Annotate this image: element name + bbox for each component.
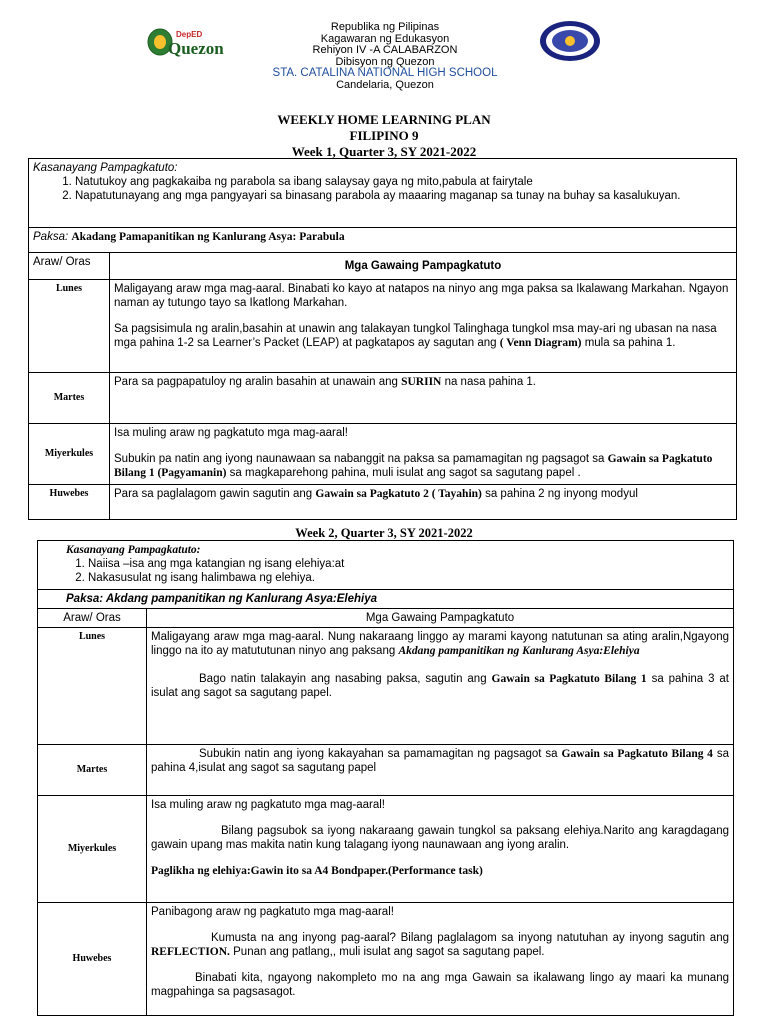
plan-title: WEEKLY HOME LEARNING PLAN [277, 112, 491, 127]
column-day: Araw/ Oras [29, 253, 110, 280]
activity-text: Maligayang araw mga mag-aaral. Nung nakaraang linggo ay marami kayong natutunan sa ating aralin,Ngayong linggo na ito ay matututunan ninyo ang paksang Akdang pampanitikan ng Kanlurang Asya:Elehiya [151, 631, 729, 657]
week1-row-lunes [29, 280, 737, 373]
deped-quezon-logo [146, 26, 232, 58]
school-location: Candelaria, Quezon [336, 78, 434, 91]
week1-column-header [29, 253, 737, 280]
activity-highlight: Paglikha ng elehiya:Gawin ito sa A4 Bondpaper.(Performance task) [151, 865, 483, 877]
competency-list [66, 557, 729, 585]
week1-competency-row [29, 159, 737, 228]
day-label: Lunes [38, 628, 147, 745]
paksa-label: Paksa: [33, 231, 69, 243]
competency-item: 1. Naiisa –isa ang mga katangian ng isang elehiya:at [88, 557, 729, 571]
activity-text: Bilang pagsubok sa iyong nakaraang gawain tungkol sa paksang elehiya.Narito ang karagdagang gawain upang mas makita natin kung talagang iyong naunawaan ang iyong aralin. [151, 825, 729, 851]
day-label: Lunes [29, 280, 110, 373]
letterhead [0, 0, 768, 100]
week1-plan-table [28, 158, 737, 520]
agency-lines [230, 22, 540, 91]
republic-line: Republika ng Pilipinas [330, 21, 440, 33]
week2-row-huwebes [38, 903, 734, 1016]
paksa-title: Akadang Pamapanitikan ng Kanlurang Asya: Parabula [71, 231, 345, 243]
activity-text: Isa muling araw ng pagkatuto mga mag-aaral! [151, 799, 385, 811]
logo-text-main: Quezon [168, 39, 224, 58]
competency-label: Kasanayang Pampagkatuto: [33, 162, 178, 174]
region-line: Rehiyon IV -A CALABARZON [312, 44, 458, 56]
week2-row-miyerkules [38, 796, 734, 903]
competency-item: 1. Natutukoy ang pagkakaiba ng parabola sa ibang salaysay gaya ng mito,pabula at fairytale [75, 175, 732, 189]
activity-highlight: Gawain sa Pagkatuto Bilang 1 (Pagyamanin) [114, 453, 713, 479]
paksa-title: Paksa: Akdang pampanitikan ng Kanlurang Asya:Elehiya [38, 590, 734, 609]
competency-item: 2. Napatutunayang ang mga pangyayari sa binasang parabola ay maaaring maganap sa tunay na buhay sa kasalukuyan. [75, 189, 732, 203]
activity-highlight: Akdang pampanitikan ng Kanlurang Asya:Elehiya [398, 645, 640, 657]
day-label: Martes [38, 745, 147, 796]
week1-row-huwebes [29, 485, 737, 520]
department-line: Kagawaran ng Edukasyon [320, 32, 450, 45]
activity-text: Bago natin talakayin ang nasabing paksa, sagutin ang Gawain sa Pagkatuto Bilang 1 sa pahina 3 at isulat ang sagot sa sagutang papel. [151, 673, 729, 699]
week1-row-martes [29, 373, 737, 424]
competency-list [33, 175, 732, 203]
activity-text: Subukin pa natin ang iyong naunawaan sa nabanggit na paksa sa pamamagitan ng pagsagot sa Gawain sa Pagkatuto Bilang 1 (Pagyamanin) sa magkaparehong pahina, muli isulat ang sagot sa sagutang papel . [114, 453, 713, 479]
week2-column-header [38, 609, 734, 628]
day-label: Huwebes [29, 485, 110, 520]
activity-highlight: REFLECTION. [151, 946, 230, 958]
activity-text: Maligayang araw mga mag-aaral. Binabati ko kayo at natapos na ninyo ang mga paksa sa Ikalawang Markahan. Ngayon naman ay tutungo tayo sa Ikatlong Markahan. [114, 283, 729, 309]
column-day: Araw/ Oras [38, 609, 147, 628]
activity-text: Para sa paglalagom gawin sagutin ang Gawain sa Pagkatuto 2 ( Tayahin) sa pahina 2 ng inyong modyul [110, 485, 737, 520]
week2-row-martes [38, 745, 734, 796]
week2-heading: Week 2, Quarter 3, SY 2021-2022 [295, 526, 473, 540]
column-activity: Mga Gawaing Pampagkatuto [147, 609, 734, 628]
activity-text: Binabati kita, ngayong nakompleto mo na ang mga Gawain sa ikalawang lingo ay maari ka munang magpahinga sa pagsasagot. [151, 972, 729, 998]
activity-highlight: Gawain sa Pagkatuto Bilang 4 [561, 748, 713, 760]
week2-row-lunes [38, 628, 734, 745]
week2-paksa-row [38, 590, 734, 609]
week1-paksa-row [29, 228, 737, 253]
activity-highlight: Gawain sa Pagkatuto Bilang 1 [491, 673, 647, 685]
competency-item: 2. Nakasusulat ng isang halimbawa ng elehiya. [88, 571, 729, 585]
logo-text-top: DepED [176, 30, 203, 39]
column-activity: Mga Gawaing Pampagkatuto [110, 253, 737, 280]
activity-text: Kumusta na ang inyong pag-aaral? Bilang paglalagom sa inyong natutuhan ay inyong sagutin ang REFLECTION. Punan ang patlang,, muli isulat ang sagot sa sagutang papel. [151, 932, 729, 958]
activity-highlight: SURIIN [401, 376, 442, 388]
day-label: Miyerkules [29, 424, 110, 485]
subject-title: FILIPINO 9 [349, 128, 419, 143]
activity-text: Sa pagsisimula ng aralin,basahin at unawin ang talakayan tungkol Talinghaga tungkol msa may-ari ng ubasan na nasa mga pahina 1-2 sa Learner’s Packet (LEAP) at pagkatapos ay sagutan ang ( Venn Diagram) mula sa pahina 1. [114, 323, 717, 349]
activity-highlight: Gawain sa Pagkatuto 2 ( Tayahin) [315, 488, 482, 500]
activity-text: Panibagong araw ng pagkatuto mga mag-aaral! [151, 906, 394, 918]
day-label: Huwebes [38, 903, 147, 1016]
activity-text: Isa muling araw ng pagkatuto mga mag-aaral! [114, 427, 348, 439]
day-label: Miyerkules [38, 796, 147, 903]
activity-highlight: ( Venn Diagram) [499, 337, 582, 349]
activity-text: Subukin natin ang iyong kakayahan sa pamamagitan ng pagsagot sa Gawain sa Pagkatuto Bilang 4 sa pahina 4,isulat ang sagot sa sagutang papel [147, 745, 734, 796]
division-line: Dibisyon ng Quezon [335, 55, 435, 68]
week2-competency-row [38, 541, 734, 590]
activity-text: Para sa pagpapatuloy ng aralin basahin at unawain ang SURIIN na nasa pahina 1. [110, 373, 737, 424]
week2-plan-table [37, 540, 734, 1016]
competency-label: Kasanayang Pampagkatuto: [66, 544, 201, 556]
deped-seal-icon [538, 20, 602, 62]
day-label: Martes [29, 373, 110, 424]
document-title [0, 112, 768, 160]
week1-row-miyerkules [29, 424, 737, 485]
school-name: STA. CATALINA NATIONAL HIGH SCHOOL [272, 67, 498, 79]
week1-heading: Week 1, Quarter 3, SY 2021-2022 [291, 144, 477, 159]
